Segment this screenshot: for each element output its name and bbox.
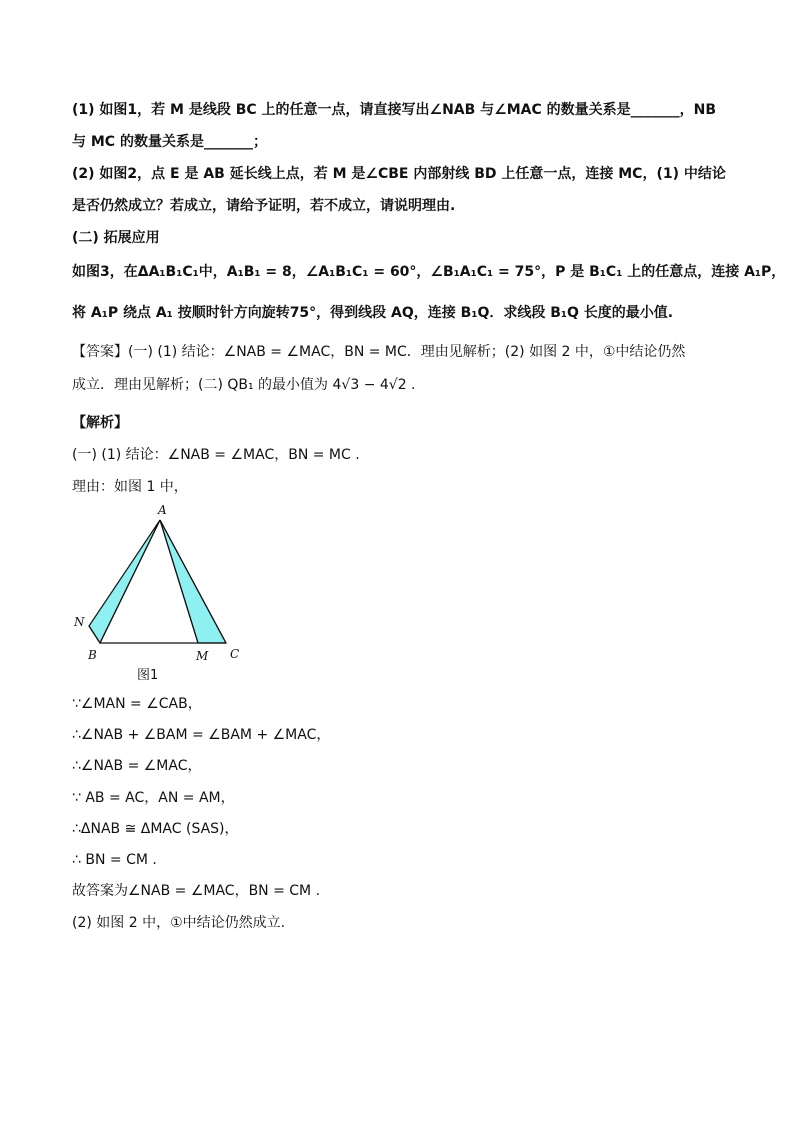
label-c: C [230, 647, 240, 661]
label-b: B [88, 648, 97, 662]
proof-line-6: ∴ BN = CM . [72, 852, 157, 868]
figure-shapes [89, 520, 226, 643]
question-1-line-2: 与 MC 的数量关系是_______； [72, 134, 267, 150]
label-n: N [74, 615, 85, 629]
solution-line-1: (一) (1) 结论：∠NAB = ∠MAC，BN = MC . [72, 447, 360, 463]
question-2-line-2: 是否仍然成立？若成立，请给予证明，若不成立，请说明理由. [72, 198, 456, 214]
part-2-statement: (2) 如图 2 中，①中结论仍然成立. [72, 915, 286, 931]
proof-line-1: ∵∠MAN = ∠CAB， [72, 696, 202, 712]
proof-line-4: ∵ AB = AC，AN = AM， [72, 790, 235, 806]
label-m: M [196, 649, 209, 663]
left-shaded-triangle [89, 520, 160, 643]
answer-summary: 故答案为∠NAB = ∠MAC，BN = CM . [72, 883, 321, 899]
question-3-line-2: 将 A₁P 绕点 A₁ 按顺时针方向旋转75°，得到线段 AQ，连接 B₁Q．求线段 B₁Q 长度的最小值. [72, 305, 674, 321]
question-3-line-1: 如图3，在ΔA₁B₁C₁中，A₁B₁ = 8，∠A₁B₁C₁ = 60°，∠B₁A₁C₁ = 75°，P 是 B₁C₁ 上的任意点，连接 A₁P， [72, 264, 786, 280]
proof-line-2: ∴∠NAB + ∠BAM = ∠BAM + ∠MAC， [72, 727, 331, 743]
figure-caption: 图1 [137, 668, 159, 683]
label-a: A [158, 503, 167, 517]
proof-line-3: ∴∠NAB = ∠MAC， [72, 758, 202, 774]
analysis-heading: 【解析】 [72, 415, 128, 431]
proof-line-5: ∴ΔNAB ≅ ΔMAC (SAS)， [72, 821, 239, 837]
segment-ab [100, 520, 160, 643]
section-2-heading: (二) 拓展应用 [72, 230, 160, 246]
question-1-line-1: (1) 如图1，若 M 是线段 BC 上的任意一点，请直接写出∠NAB 与∠MAC 的数量关系是_______，NB [72, 102, 717, 118]
answer-line-2: 成立．理由见解析；(二) QB₁ 的最小值为 4√3 − 4√2 . [72, 377, 416, 393]
reason-line: 理由：如图 1 中， [72, 479, 188, 495]
answer-line-1: 【答案】(一) (1) 结论：∠NAB = ∠MAC，BN = MC．理由见解析；(2) 如图 2 中，①中结论仍然 [72, 344, 686, 360]
figure-1 [64, 500, 254, 690]
question-2-line-1: (2) 如图2，点 E 是 AB 延长线上点，若 M 是∠CBE 内部射线 BD 上任意一点，连接 MC，(1) 中结论 [72, 166, 726, 182]
